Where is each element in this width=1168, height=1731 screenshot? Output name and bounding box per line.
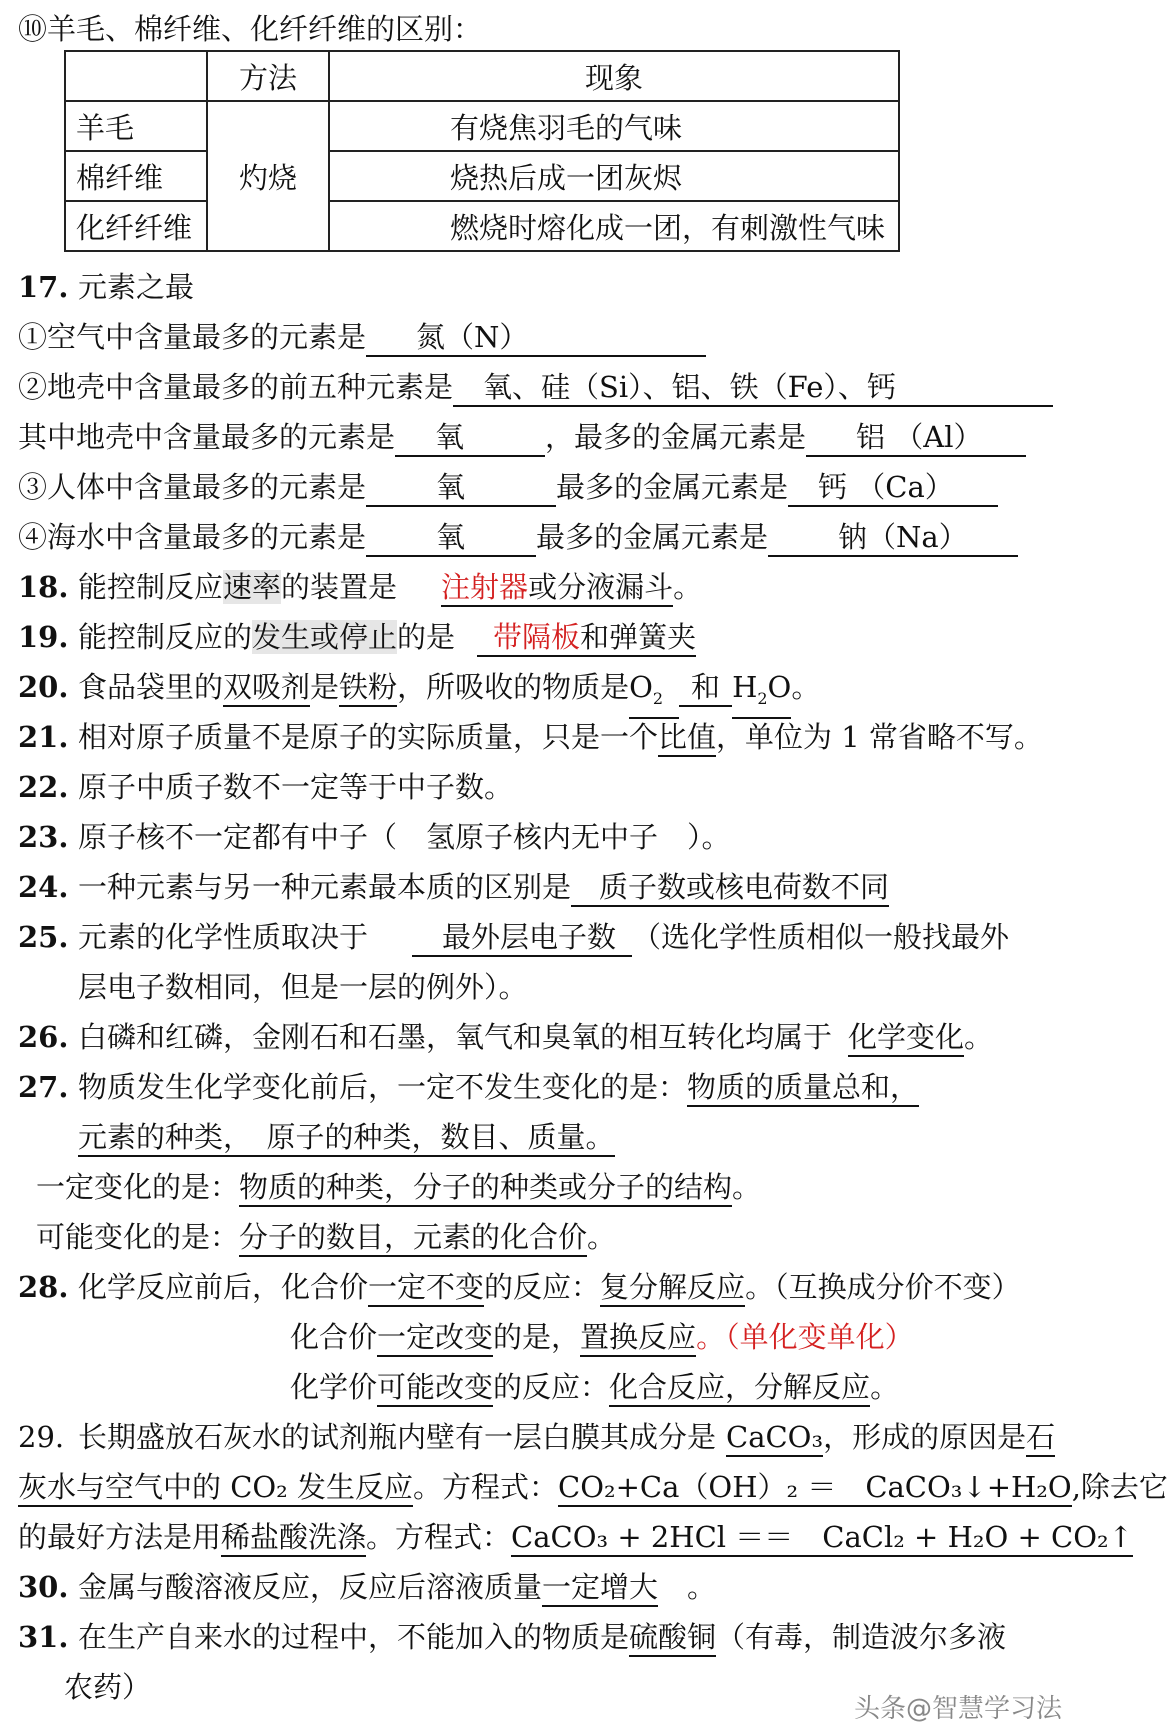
fiber-comparison-table (64, 50, 900, 252)
item-28: 28. 化学反应前后，化合价一定不变的反应：复分解反应。（互换成分价不变） (18, 1264, 1021, 1310)
item-25: 25. 元素的化学性质取决于 最外层电子数 （选化学性质相似一般找最外 (18, 914, 1009, 960)
item-27-may-change: 可能变化的是：分子的数目，元素的化合价。 (36, 1214, 616, 1260)
item-21: 21. 相对原子质量不是原子的实际质量，只是一个比值，单位为 1 常省略不写。 (18, 714, 1043, 760)
item-26: 26. 白磷和红磷，金刚石和石墨，氧气和臭氧的相互转化均属于 化学变化。 (18, 1014, 993, 1060)
table-row-name: 棉纤维 (65, 151, 207, 201)
item-31-continued: 农药） (64, 1670, 152, 1704)
table-row-phenomenon: 烧热后成一团灰烬 (329, 151, 899, 201)
item-29-l2: 灰水与空气中的 CO₂ 发生反应。方程式：CO₂+Ca（OH）₂ ＝ CaCO₃↓+H₂O,除去它 (18, 1464, 1168, 1510)
item-17-title: 17. 元素之最 (18, 270, 195, 304)
item-24: 24. 一种元素与另一种元素最本质的区别是 质子数或核电荷数不同 (18, 864, 889, 910)
table-header-phenomenon: 现象 (329, 51, 899, 101)
table-corner-cell (65, 51, 207, 101)
table-row-name: 化纤纤维 (65, 201, 207, 251)
item-17-d: ③人体中含量最多的元素是 氧 最多的金属元素是 钙 （Ca） (18, 464, 998, 510)
item-17-b: ②地壳中含量最多的前五种元素是 氧、硅（Si）、铝、铁（Fe）、钙 (18, 364, 1053, 410)
item-27-continued: 元素的种类， 原子的种类，数目、质量。 (78, 1114, 615, 1160)
table-header-method: 方法 (207, 51, 329, 101)
item-22: 22. 原子中质子数不一定等于中子数。 (18, 770, 514, 804)
item-31: 31. 在生产自来水的过程中，不能加入的物质是硫酸铜（有毒，制造波尔多液 (18, 1614, 1006, 1660)
table-row-phenomenon: 有烧焦羽毛的气味 (329, 101, 899, 151)
item-18: 18. 能控制反应速率的装置是 注射器或分液漏斗。 (18, 564, 702, 610)
item-17-e: ④海水中含量最多的元素是 氧 最多的金属元素是 钠（Na） (18, 514, 1018, 560)
item-19: 19. 能控制反应的发生或停止的是 带隔板和弹簧夹 (18, 614, 696, 660)
table-method-cell: 灼烧 (207, 101, 329, 251)
item-25-continued: 层电子数相同，但是一层的例外）。 (78, 970, 528, 1004)
table-row-name: 羊毛 (65, 101, 207, 151)
item-17-c: 其中地壳中含量最多的元素是 氧 ，最多的金属元素是 铝 （Al） (18, 414, 1026, 460)
item-17-a: ①空气中含量最多的元素是 氮（N） (18, 314, 706, 360)
item-27-must-change: 一定变化的是：物质的种类，分子的种类或分子的结构。 (36, 1164, 761, 1210)
item-20: 20. 食品袋里的双吸剂是铁粉，所吸收的物质是$O_2$ 和 $H_2O$。 (18, 664, 820, 710)
table-row-phenomenon: 燃烧时熔化成一团，有刺激性气味 (329, 201, 899, 251)
item-29-l3: 的最好方法是用稀盐酸洗涤。方程式：CaCO₃ + 2HCl ＝＝ CaCl₂ + H₂O + CO₂↑ (18, 1514, 1133, 1560)
watermark: 头条@智慧学习法 (853, 1694, 1062, 1724)
item-28-c: 化学价可能改变的反应：化合反应，分解反应。 (290, 1364, 899, 1410)
item-28-b: 化合价一定改变的是，置换反应。（单化变单化） (290, 1314, 914, 1360)
item-29: 29. 长期盛放石灰水的试剂瓶内壁有一层白膜其成分是 CaCO₃，形成的原因是石 (18, 1414, 1055, 1460)
section-heading: ⑩羊毛、棉纤维、化纤纤维的区别： (18, 12, 483, 46)
item-23: 23. 原子核不一定都有中子（ 氢原子核内无中子 ）。 (18, 820, 731, 854)
item-30: 30. 金属与酸溶液反应，反应后溶液质量一定增大 。 (18, 1564, 716, 1610)
item-27: 27. 物质发生化学变化前后，一定不发生变化的是：物质的质量总和， (18, 1064, 919, 1110)
